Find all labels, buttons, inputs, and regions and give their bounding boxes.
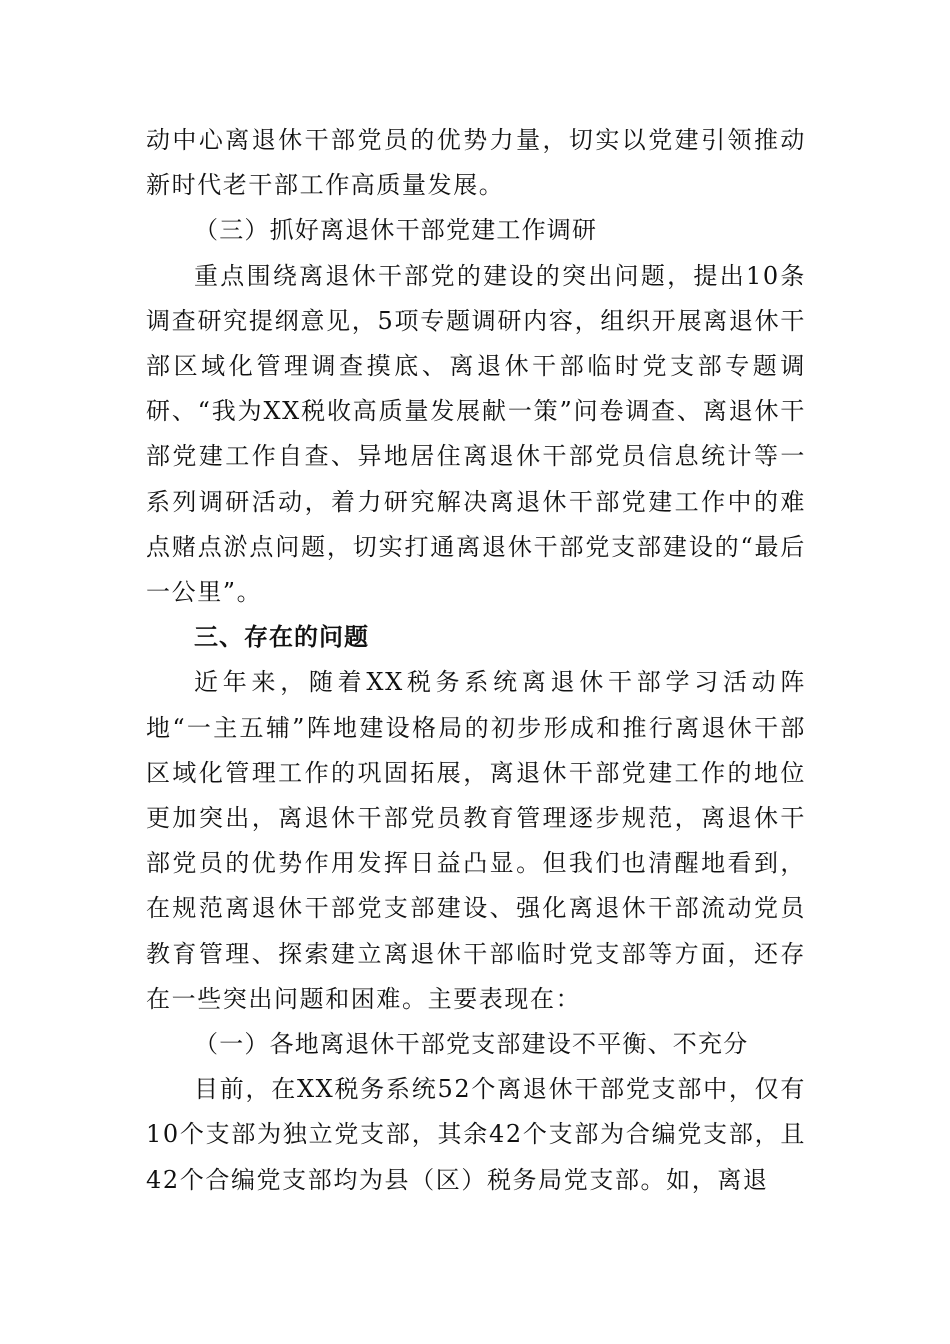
subheading-imbalance: （一）各地离退休干部党支部建设不平衡、不充分 xyxy=(194,1030,749,1059)
section-heading-problems: 三、存在的问题 xyxy=(194,623,369,652)
paragraph-continuation: 动中心离退休干部党员的优势力量，切实以党建引领推动新时代老干部工作高质量发展。 xyxy=(146,126,806,200)
paragraph-research: 重点围绕离退休干部党的建设的突出问题，提出10条调查研究提纲意见，5项专题调研内容，组织开展离退休干部区域化管理调查摸底、离退休干部临时党支部专题调研、“我为XX税收高质量发展献一策”问卷调查、离退休干部党建工作自查、异地居住离退休干部党员信息统计等一系列调研活动，着力研究解决离退休干部党建工作中的难点赌点淤点问题，切实打通离退休干部党支部建设的“最后一公里”。 xyxy=(146,261,806,607)
document-body xyxy=(146,118,806,1203)
paragraph-branches: 目前，在XX税务系统52个离退休干部党支部中，仅有10个支部为独立党支部，其余42个支部为合编党支部，且42个合编党支部均为县（区）税务局党支部。如，离退 xyxy=(146,1075,806,1194)
subheading-research: （三）抓好离退休干部党建工作调研 xyxy=(194,216,598,245)
paragraph-problems-intro: 近年来，随着XX税务系统离退休干部学习活动阵地“一主五辅”阵地建设格局的初步形成和推行离退休干部区域化管理工作的巩固拓展，离退休干部党建工作的地位更加突出，离退休干部党员教育管理逐步规范，离退休干部党员的优势作用发挥日益凸显。但我们也清醒地看到，在规范离退休干部党支部建设、强化离退休干部流动党员教育管理、探索建立离退休干部临时党支部等方面，还存在一些突出问题和困难。主要表现在： xyxy=(146,668,806,1013)
